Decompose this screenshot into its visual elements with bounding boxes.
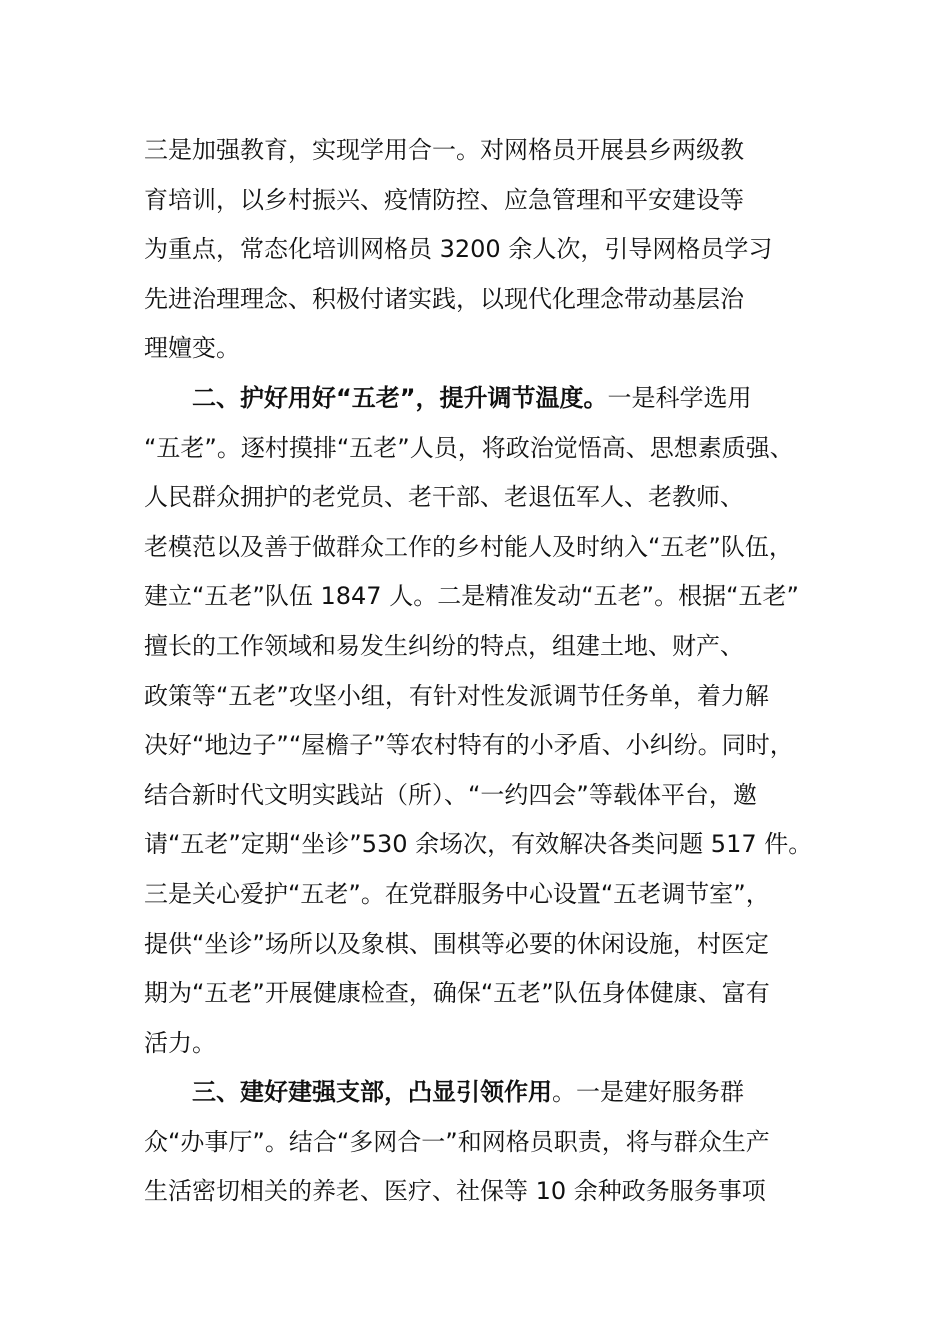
body-text: 结合新时代文明实践站（所）、“一约四会”等载体平台，邀 (144, 780, 757, 809)
body-text: 决好“地边子”“屋檐子”等农村特有的小矛盾、小纠纷。同时， (144, 731, 794, 760)
body-text: 三是关心爱护“五老”。在党群服务中心设置“五老调节室”， (144, 879, 770, 908)
body-text: 为重点，常态化培训网格员 3200 余人次，引导网格员学习 (144, 235, 773, 264)
text-line (144, 672, 844, 722)
text-line (144, 324, 844, 374)
text-line (144, 126, 844, 176)
body-text: 建立“五老”队伍 1847 人。二是精准发动“五老”。根据“五老” (144, 582, 799, 611)
body-text: 三是加强教育，实现学用合一。对网格员开展县乡两级教 (144, 136, 744, 164)
section-heading: 二、护好用好“五老”，提升调节温度。 (192, 383, 608, 412)
body-text: 活力。 (144, 1028, 216, 1057)
body-text: 擅长的工作领域和易发生纠纷的特点，组建土地、财产、 (144, 631, 744, 660)
body-text: 育培训，以乡村振兴、疫情防控、应急管理和平安建设等 (144, 185, 744, 214)
section-heading: 三、建好建强支部，凸显引领作用 (192, 1078, 552, 1107)
body-text: 一是科学选用 (607, 383, 752, 412)
text-line (144, 870, 844, 920)
text-line (144, 969, 844, 1019)
text-line (144, 225, 844, 275)
body-text: 先进治理理念、积极付诸实践，以现代化理念带动基层治 (144, 284, 744, 313)
body-text: 请“五老”定期“坐诊”530 余场次，有效解决各类问题 517 件。 (144, 830, 813, 859)
text-line (144, 572, 844, 622)
text-line (144, 523, 844, 573)
body-text: 众“办事厅”。结合“多网合一”和网格员职责，将与群众生产 (144, 1127, 770, 1156)
text-line (144, 820, 844, 870)
text-line (144, 1118, 844, 1168)
body-text: 期为“五老”开展健康检查，确保“五老”队伍身体健康、富有 (144, 979, 770, 1008)
text-line (144, 473, 844, 523)
body-text: 提供“坐诊”场所以及象棋、围棋等必要的休闲设施，村医定 (144, 929, 769, 958)
body-text: 人民群众拥护的老党员、老干部、老退伍军人、老教师、 (144, 483, 744, 512)
text-line (144, 622, 844, 672)
text-line (144, 1167, 844, 1217)
paragraph (144, 1068, 844, 1217)
body-text: 。一是建好服务群 (552, 1078, 744, 1107)
document-body (144, 126, 844, 1217)
text-line (144, 176, 844, 226)
paragraph (144, 126, 844, 374)
text-line (144, 771, 844, 821)
paragraph (144, 374, 844, 1068)
text-line (144, 920, 844, 970)
body-text: 老模范以及善于做群众工作的乡村能人及时纳入“五老”队伍， (144, 532, 793, 561)
body-text: 生活密切相关的养老、医疗、社保等 10 余种政务服务事项 (144, 1177, 766, 1206)
body-text: 理嬗变。 (144, 334, 240, 363)
text-line (144, 1068, 844, 1118)
text-line (144, 374, 844, 424)
text-line (144, 721, 844, 771)
body-text: 政策等“五老”攻坚小组，有针对性发派调节任务单，着力解 (144, 681, 769, 710)
text-line (144, 424, 844, 474)
body-text: “五老”。逐村摸排“五老”人员，将政治觉悟高、思想素质强、 (144, 433, 794, 462)
text-line (144, 275, 844, 325)
text-line (144, 1019, 844, 1069)
